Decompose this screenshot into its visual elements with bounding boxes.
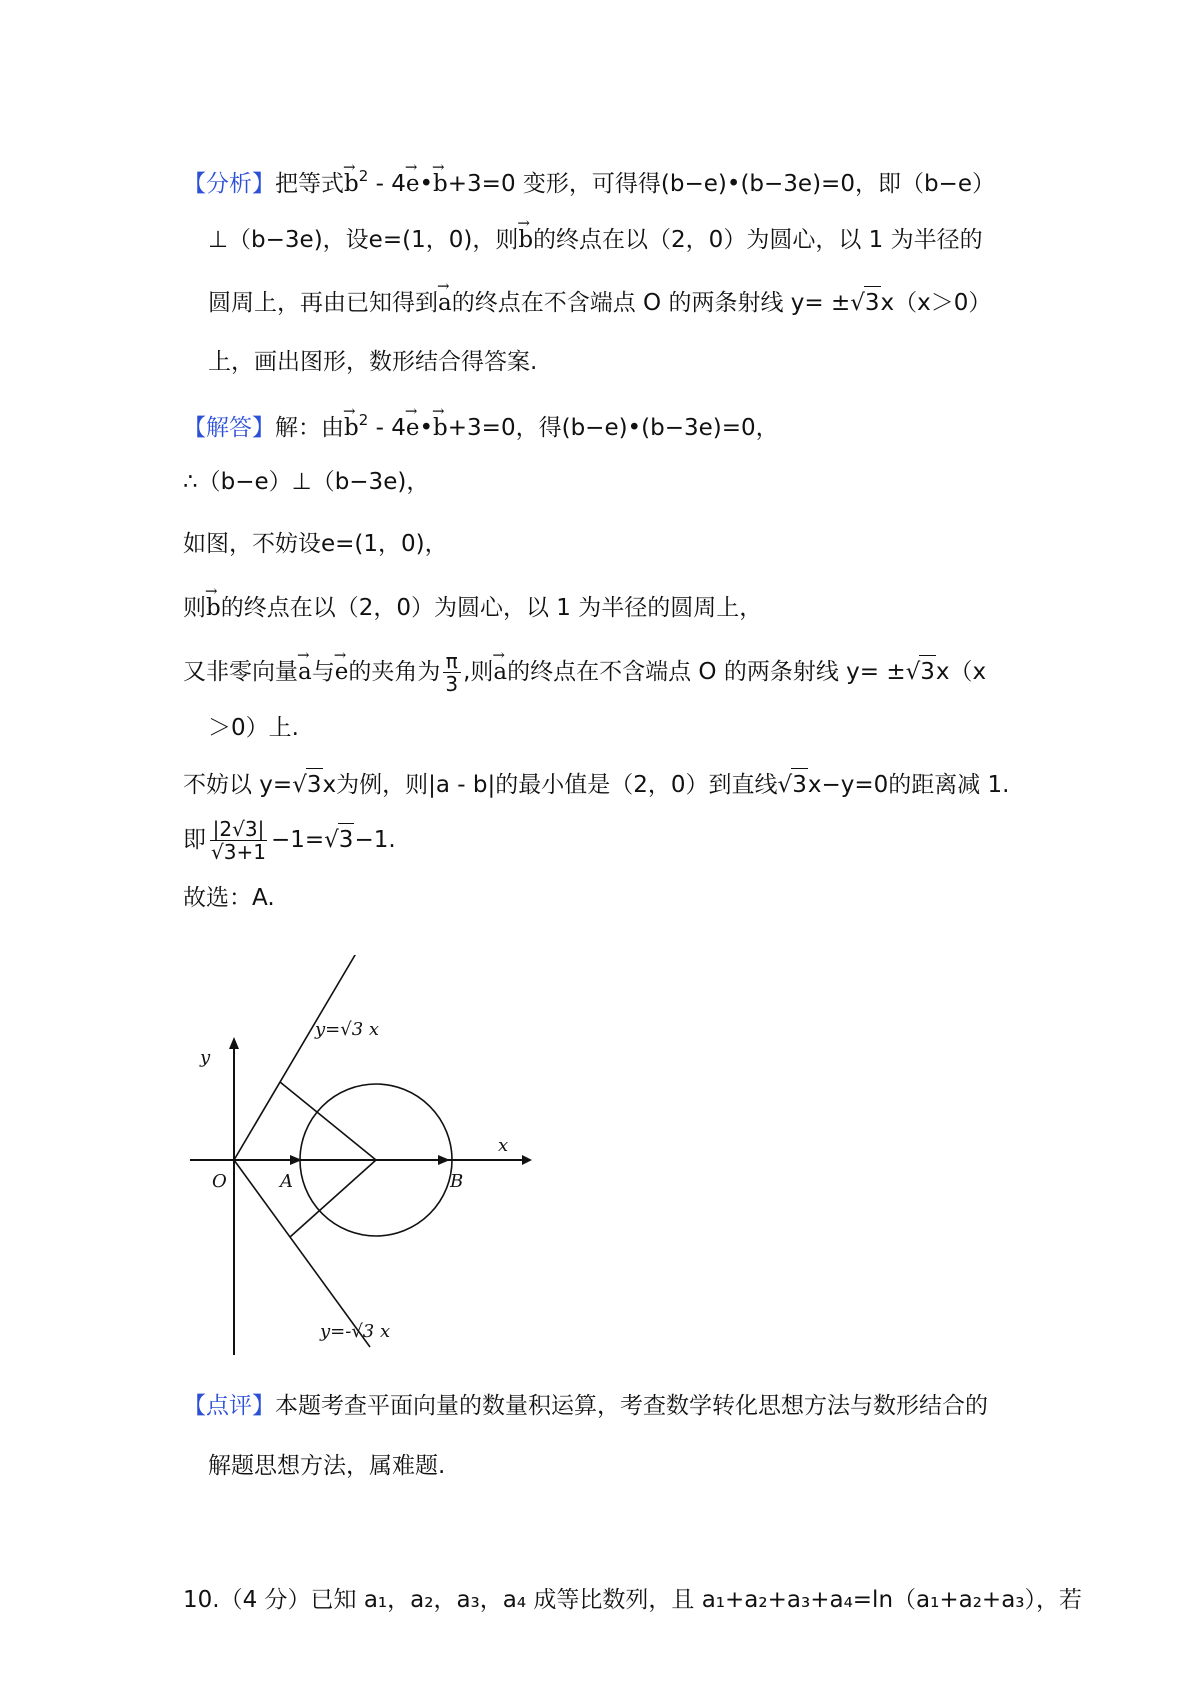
solution-tag: 【解答】: [183, 415, 275, 441]
vector-e: → e: [335, 656, 349, 688]
vector-b: → b: [206, 592, 221, 624]
solution-line-7: 不妨以 y=√3x为例，则|a - b|的最小值是（2，0）到直线√3x−y=0的距离减 1.: [183, 768, 1009, 801]
x-axis-label: x: [498, 1135, 509, 1156]
point-b-label: B: [450, 1171, 464, 1192]
analysis-line-4: 上，画出图形，数形结合得答案.: [208, 349, 538, 375]
review-line-1: 【点评】本题考查平面向量的数量积运算，考查数学转化思想方法与数形结合的: [183, 1393, 988, 1419]
fraction-pi-over-3: $\frac{\pi}{3}$: [442, 650, 461, 695]
vector-a: → a: [298, 656, 312, 688]
solution-line-2: ∴（b−e）⊥（b−3e)，: [183, 469, 430, 495]
solution-line-6: ＞0）上.: [208, 715, 299, 741]
lower-ray: [234, 1160, 370, 1347]
geometry-figure: [180, 955, 540, 1370]
x-axis-arrow: [522, 1155, 532, 1165]
analysis-tag: 【分析】: [183, 171, 275, 197]
solution-line-9: 故选：A.: [183, 885, 275, 911]
question-10: 10.（4 分）已知 a₁，a₂，a₃，a₄ 成等比数列，且 a₁+a₂+a₃+a₄=ln（a₁+a₂+a₃），若: [183, 1587, 1083, 1613]
distance-fraction: $\frac{|2√3|}{√3+1}$: [211, 817, 266, 864]
vector-e: → e: [406, 412, 420, 444]
vector-e: → e: [406, 168, 420, 200]
solution-line-4: 则→ b的终点在以（2，0）为圆心，以 1 为半径的圆周上，: [183, 592, 762, 624]
point-a-label: A: [280, 1171, 293, 1192]
vector-b: → b: [518, 224, 533, 256]
review-tag: 【点评】: [183, 1393, 275, 1419]
perpendicular-lower: [290, 1160, 376, 1237]
y-axis-label: y: [200, 1047, 211, 1068]
vector-b: → b: [344, 412, 359, 444]
review-line-2: 解题思想方法，属难题.: [208, 1453, 446, 1479]
analysis-line-2: ⊥（b−3e)，设e=(1，0)，则→ b的终点在以（2，0）为圆心，以 1 为半径的: [208, 224, 983, 256]
vector-a: → a: [493, 656, 507, 688]
vector-ob-arrow: [438, 1155, 450, 1165]
analysis-line-3: 圆周上，再由已知得到→ a的终点在不含端点 O 的两条射线 y= ±√3x（x＞0）: [208, 286, 991, 319]
solution-line-3: 如图，不妨设e=(1，0)，: [183, 531, 448, 557]
vector-b: → b: [433, 168, 448, 200]
solution-line-1: 【解答】解：由→ $b^2 - 4\to$ e•→ b+3=0，得(b−e)•(b−3e)=0，: [183, 404, 779, 444]
solution-line-8: 即 $\frac{|2√3|}{√3+1}$ −1=√3−1.: [183, 817, 396, 864]
origin-label: O: [212, 1171, 227, 1192]
solution-line-5: 又非零向量→ a与→ e的夹角为 $\frac{\pi}{3}$ ,则→ a的终点在不含端点 O 的两条射线 y= ±√3x（x: [183, 650, 986, 695]
y-axis-arrow: [229, 1037, 239, 1049]
upper-ray-label: y=√3 x: [315, 1019, 380, 1040]
analysis-line-1: 【分析】把等式→ $b^2 - 4\to$ e•→ b+3=0 变形，可得得(b−e)•(b−3e)=0，即（b−e）: [183, 160, 995, 200]
lower-ray-label: y=-√3 x: [320, 1321, 391, 1342]
vector-b: → b: [433, 412, 448, 444]
vector-b: → b: [344, 168, 359, 200]
vector-a: → a: [438, 287, 452, 319]
perpendicular-upper: [280, 1082, 376, 1160]
